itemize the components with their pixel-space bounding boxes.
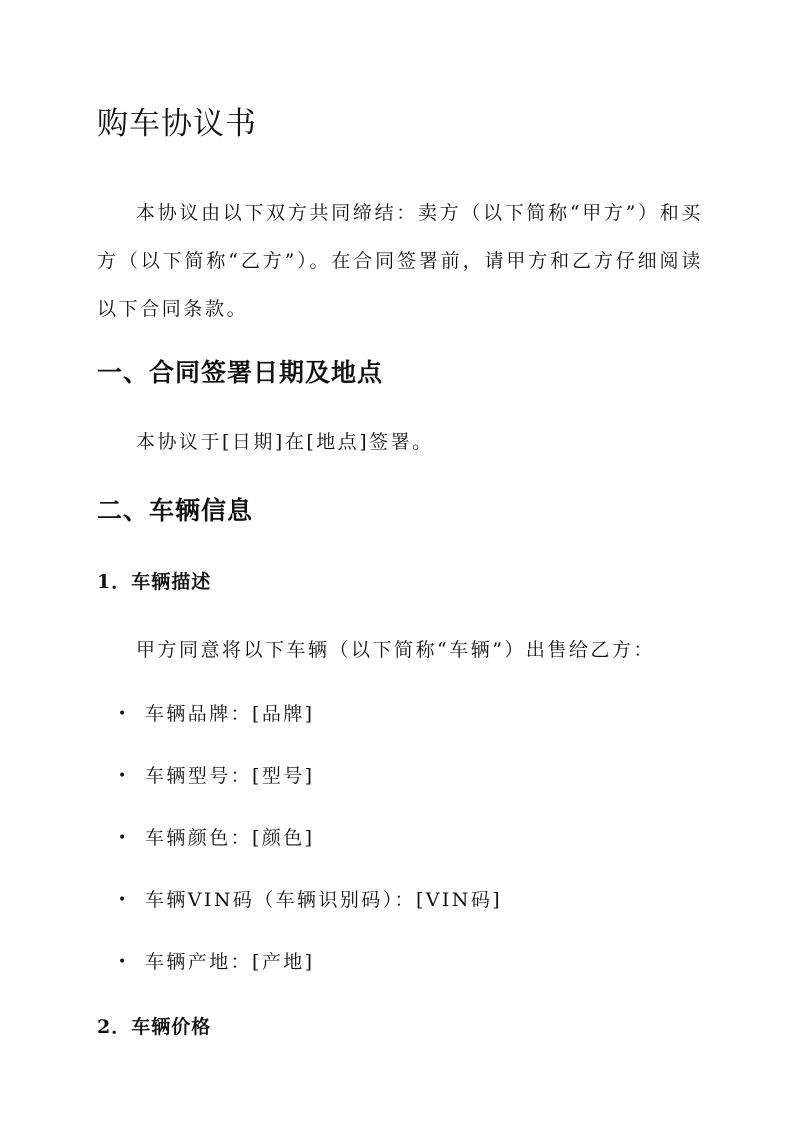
subsection-heading-vehicle-price: 2．车辆价格 (97, 1016, 212, 1038)
subsection-heading-vehicle-description: 1．车辆描述 (97, 571, 212, 593)
bullet-icon: • (118, 892, 127, 908)
section-heading-vehicle-info: 二、车辆信息 (97, 496, 254, 525)
intro-paragraph: 本协议由以下双方共同缔结：卖方（以下简称“甲方”）和买方（以下简称“乙方”）。在合同签署前，请甲方和乙方仔细阅读以下合同条款。 (97, 202, 703, 320)
list-item-origin (118, 947, 314, 974)
bullet-icon: • (118, 830, 127, 846)
list-item-color (118, 823, 314, 850)
list-item-text: 车辆产地：[产地] (145, 951, 315, 973)
list-item-text: 车辆VIN码（车辆识别码）：[VIN码] (145, 889, 503, 911)
signing-paragraph: 本协议于[日期]在[地点]签署。 (136, 431, 434, 453)
list-item-text: 车辆型号：[型号] (145, 765, 315, 787)
list-item-text: 车辆颜色：[颜色] (145, 827, 315, 849)
vehicle-description-paragraph: 甲方同意将以下车辆（以下简称“车辆”）出售给乙方： (136, 639, 655, 661)
section-heading-signing: 一、合同签署日期及地点 (97, 358, 384, 387)
list-item-brand (118, 699, 314, 726)
list-item-model (118, 761, 314, 788)
bullet-icon: • (118, 706, 127, 722)
list-item-vin (118, 885, 502, 912)
bullet-icon: • (118, 768, 127, 784)
document-title: 购车协议书 (97, 106, 257, 142)
list-item-text: 车辆品牌：[品牌] (145, 703, 315, 725)
bullet-icon: • (118, 954, 127, 970)
